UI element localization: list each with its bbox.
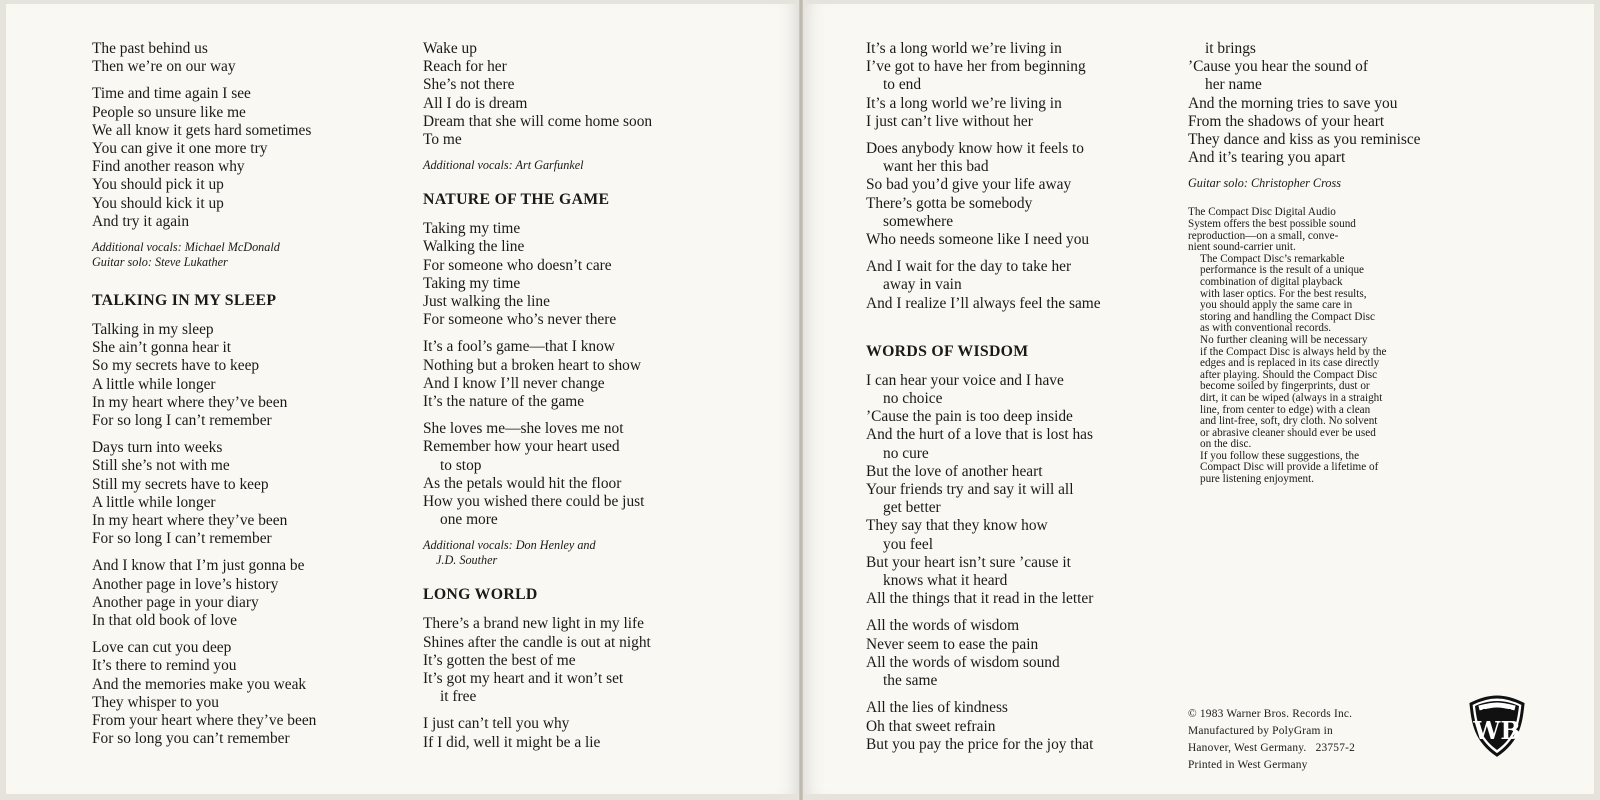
song-title-words-of-wisdom: WORDS OF WISDOM [866,342,1029,360]
lyric-line: She ain’t gonna hear it [92,339,232,357]
lyric-line: It’s a long world we’re living in [866,40,1062,57]
lyric-line: I just can’t live without her [866,112,1033,130]
lyric-line: And I know I’ll never change [423,374,605,392]
song5-end-lyrics [1188,40,1488,167]
lyric-line: Another page in your diary [92,593,259,611]
lyric-line: I’ve got to have her from beginning [866,58,1086,76]
lyric-line: Oh that sweet refrain [866,717,996,735]
lyric-stanza [866,140,1166,249]
lyric-line: It’s there to remind you [92,657,237,675]
lyric-line: no choice [883,390,943,408]
lyric-line: If I did, well it might be a lie [423,733,601,751]
lyric-line: somewhere [883,212,954,230]
right-column-2 [1188,40,1488,486]
lyric-stanza [866,258,1166,313]
lyric-line: As the petals would hit the floor [423,474,622,492]
logo-wb-letters: WB [1473,716,1521,745]
lyric-line: In that old book of love [92,612,237,630]
notice-line: after playing. Should the Compact Disc [1200,368,1378,381]
lyric-line: In my heart where they’ve been [92,393,288,411]
notice-line: reproduction—on a small, conve- [1188,229,1339,242]
lyric-line: They say that they know how [866,517,1048,535]
lyric-line: A little while longer [92,375,216,393]
manufacturer-line: Manufactured by PolyGram in [1188,725,1333,737]
warner-bros-records-logo-icon [1467,694,1527,758]
lyric-line: Does anybody know how it feels to [866,140,1085,158]
notice-line: If you follow these suggestions, the [1200,449,1360,462]
lyric-line: you feel [883,535,933,553]
notice-line: combination of digital playback [1200,275,1343,288]
lyric-line: How you wished there could be just [423,493,645,511]
lyric-stanza [866,699,1166,754]
lyric-line: And I wait for the day to take her [866,258,1072,276]
lyric-line: Then we’re on our way [92,58,236,76]
left-column-2 [423,40,743,761]
lyric-line: Another page in love’s history [92,575,279,593]
credit-line: Additional vocals: Don Henley and [423,538,596,553]
notice-line: The Compact Disc Digital Audio [1188,206,1336,219]
lyric-line: one more [440,511,498,529]
song3-lyrics [423,220,743,529]
notice-paragraph [1188,254,1488,335]
lyric-line: Still she’s not with me [92,457,230,475]
lyric-line: To me [423,131,462,149]
lyric-line: Taking my time [423,220,521,238]
lyric-line: ’Cause the pain is too deep inside [866,408,1073,426]
lyric-line: From the shadows of your heart [1188,112,1385,130]
lyric-line: it brings [1205,40,1256,57]
lyric-line: All the words of wisdom [866,617,1020,635]
song5-credits [1188,176,1488,191]
lyric-line: For so long I can’t remember [92,412,272,430]
notice-line: No further cleaning will be necessary [1200,333,1368,346]
lyric-line: Your friends try and say it will all [866,481,1074,499]
lyric-line: Love can cut you deep [92,639,232,657]
lyric-stanza [92,439,392,548]
lyric-line: She’s not there [423,76,515,94]
notice-line: line, from center to edge) with a clean [1200,403,1371,416]
lyric-line: away in vain [883,276,962,294]
copyright-line: © 1983 Warner Bros. Records Inc. [1188,708,1353,720]
lyric-line: But your heart isn’t sure ’cause it [866,553,1071,571]
lyric-line: to stop [440,456,482,474]
lyric-stanza [92,557,392,630]
lyric-line: All the words of wisdom sound [866,653,1060,671]
song4-lyrics [423,615,743,751]
lyric-line: And try it again [92,212,190,230]
credit-line: Guitar solo: Christopher Cross [1188,176,1341,191]
lyric-line: In my heart where they’ve been [92,512,288,530]
lyric-stanza [423,220,743,329]
lyric-line: it free [440,688,477,706]
song2-end-lyrics [423,40,743,149]
lyric-stanza [866,372,1166,609]
lyric-line: But the love of another heart [866,462,1043,480]
song2-credits [423,158,743,173]
lyric-line: Still my secrets have to keep [92,475,269,493]
notice-line: dirt, it can be wiped (always in a straight [1200,391,1383,404]
lyric-line: no cure [883,444,929,462]
lyric-stanza [866,40,1166,131]
credit-line: Additional vocals: Michael McDonald [92,240,280,255]
lyric-line: get better [883,499,941,517]
lyric-line: Reach for her [423,58,507,76]
lyric-line: But you pay the price for the joy that [866,735,1094,753]
lyric-stanza [1188,40,1488,167]
lyric-line: There’s gotta be somebody [866,194,1033,212]
lyric-line: Days turn into weeks [92,439,223,457]
lyric-line: her name [1205,76,1262,94]
lyric-line: Never seem to ease the pain [866,635,1039,653]
lyric-stanza [92,85,392,231]
lyric-stanza [866,617,1166,690]
booklet-right-page [803,4,1594,794]
notice-line: nient sound-carrier unit. [1188,241,1296,254]
credit-line: Guitar solo: Steve Lukather [92,255,228,270]
lyric-line: And the hurt of a love that is lost has [866,426,1093,444]
lyric-stanza [92,321,392,430]
lyric-line: And I know that I’m just gonna be [92,557,305,575]
lyric-line: For so long you can’t remember [92,730,290,748]
song1-credits [92,240,392,270]
notice-paragraph [1188,207,1488,253]
notice-line: pure listening enjoyment. [1200,473,1315,486]
notice-line: with laser optics. For the best results, [1200,287,1367,300]
notice-line: edges and is replaced in its case directly [1200,357,1380,370]
lyric-line: Wake up [423,40,477,57]
lyric-line: From your heart where they’ve been [92,712,317,730]
lyric-line: knows what it heard [883,572,1008,590]
lyric-line: For someone who doesn’t care [423,256,612,274]
lyric-line: We all know it gets hard sometimes [92,121,312,139]
notice-line: The Compact Disc’s remarkable [1200,252,1345,265]
lyric-line: They whisper to you [92,693,219,711]
notice-line: on the disc. [1200,438,1252,451]
lyric-stanza [423,40,743,149]
notice-line: if the Compact Disc is always held by the [1200,345,1387,358]
lyric-stanza [92,40,392,76]
song-title-talking-in-my-sleep: TALKING IN MY SLEEP [92,292,277,310]
song-title-nature-of-the-game: NATURE OF THE GAME [423,191,610,209]
song1-lyrics [92,40,392,231]
song4-end-lyrics [866,40,1166,313]
lyric-line: And it’s tearing you apart [1188,149,1346,167]
lyric-line: You should pick it up [92,176,224,194]
lyric-line: People so unsure like me [92,103,246,121]
notice-line: storing and handling the Compact Disc [1200,310,1375,323]
lyric-line: You should kick it up [92,194,224,212]
song3-credits [423,538,743,568]
lyric-line: ’Cause you hear the sound of [1188,58,1368,76]
lyric-line: It’s a fool’s game—that I know [423,338,615,356]
lyric-line: the same [883,672,938,690]
lyric-line: Walking the line [423,238,525,256]
song5-lyrics [866,372,1166,754]
lyric-line: All I do is dream [423,94,528,112]
lyric-line: There’s a brand new light in my life [423,615,644,633]
left-column-1 [92,40,392,758]
lyric-line: All the lies of kindness [866,699,1008,717]
credit-line: J.D. Souther [436,553,498,568]
lyric-line: It’s got my heart and it won’t set [423,670,624,688]
lyric-line: Who needs someone like I need you [866,231,1090,249]
lyric-line: The past behind us [92,40,208,57]
lyric-line: Remember how your heart used [423,438,620,456]
lyric-line: And the morning tries to save you [1188,94,1398,112]
notice-line: System offers the best possible sound [1188,218,1356,231]
notice-paragraph [1188,335,1488,451]
lyric-line: Dream that she will come home soon [423,112,653,130]
lyric-line: A little while longer [92,493,216,511]
lyric-line: You can give it one more try [92,140,268,158]
song2-lyrics [92,321,392,748]
lyric-line: For so long I can’t remember [92,530,272,548]
copyright-block [1188,706,1448,774]
logo-records-text: RECORDS [1482,709,1512,715]
catalog-line: Hanover, West Germany. 23757-2 [1188,742,1355,754]
song-title-long-world: LONG WORLD [423,586,538,604]
notice-line: as with conventional records. [1200,322,1332,335]
lyric-line: Taking my time [423,274,521,292]
lyric-line: For someone who’s never there [423,311,617,329]
printed-in-line: Printed in West Germany [1188,759,1308,771]
lyric-line: She loves me—she loves me not [423,420,624,438]
compact-disc-notice [1188,207,1488,485]
lyric-line: Just walking the line [423,293,550,311]
lyric-line: Time and time again I see [92,85,251,103]
lyric-line: I can hear your voice and I have [866,371,1064,389]
lyric-stanza [423,715,743,751]
credit-line: Additional vocals: Art Garfunkel [423,158,584,173]
lyric-line: Shines after the candle is out at night [423,633,651,651]
lyric-line: And the memories make you weak [92,675,307,693]
lyric-line: It’s a long world we’re living in [866,94,1062,112]
notice-paragraph [1188,451,1488,486]
notice-line: become soiled by fingerprints, dust or [1200,380,1370,393]
lyric-stanza [423,420,743,529]
notice-line: you should apply the same care in [1200,299,1353,312]
lyric-line: And I realize I’ll always feel the same [866,294,1101,312]
lyric-stanza [423,615,743,706]
booklet-left-page [6,4,799,794]
notice-line: Compact Disc will provide a lifetime of [1200,461,1379,474]
lyric-stanza [423,338,743,411]
lyric-line: It’s the nature of the game [423,393,585,411]
lyric-line: I just can’t tell you why [423,715,570,733]
lyric-line: They dance and kiss as you reminisce [1188,131,1421,149]
lyric-line: All the things that it read in the letter [866,590,1094,608]
lyric-line: to end [883,76,922,94]
lyric-line: Talking in my sleep [92,321,214,339]
lyric-line: So bad you’d give your life away [866,176,1072,194]
notice-line: or abrasive cleaner should ever be used [1200,426,1376,439]
notice-line: performance is the result of a unique [1200,264,1365,277]
lyric-line: So my secrets have to keep [92,357,260,375]
lyric-line: want her this bad [883,158,989,176]
right-column-1 [866,40,1166,763]
lyric-line: It’s gotten the best of me [423,651,576,669]
notice-line: and lint-free, soft, dry cloth. No solvent [1200,415,1378,428]
lyric-line: Nothing but a broken heart to show [423,356,641,374]
lyric-line: Find another reason why [92,158,245,176]
lyric-stanza [92,639,392,748]
